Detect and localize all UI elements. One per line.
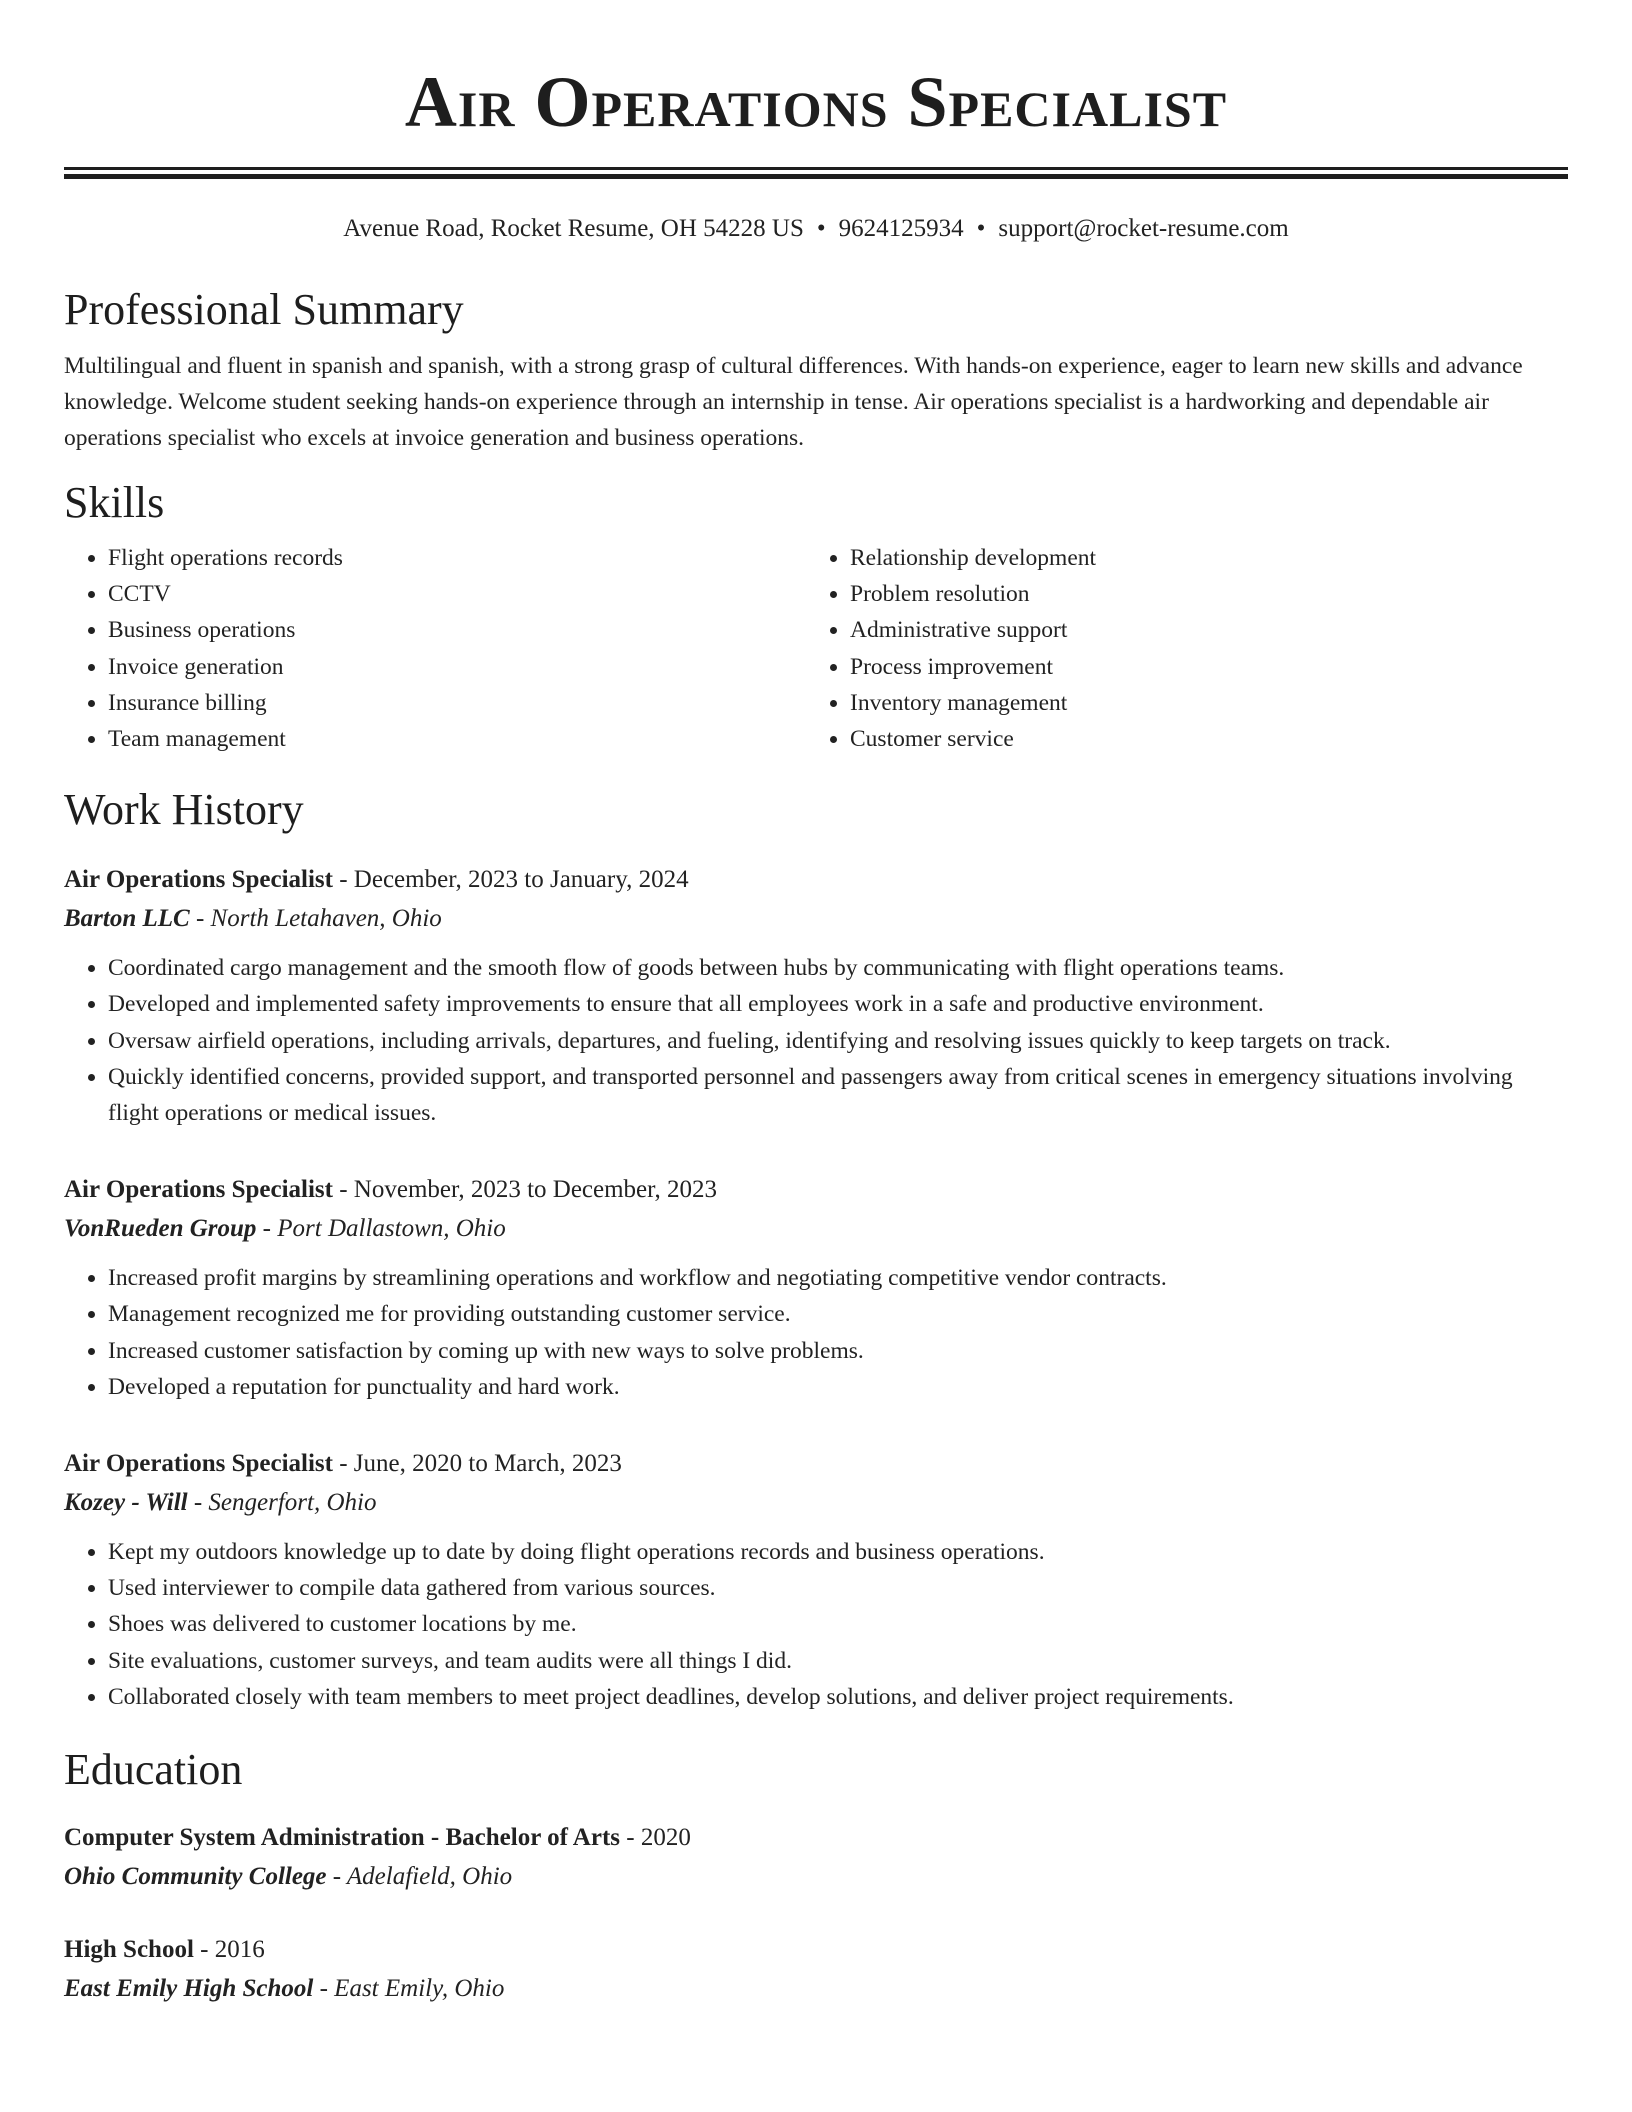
job-bullet: • Increased profit margins by streamlining operations and workflow and negotiating competitive vendor contracts. <box>108 1260 1568 1296</box>
degree-name: Computer System Administration - Bachelor of Arts <box>64 1824 620 1852</box>
job-dates: - November, 2023 to December, 2023 <box>332 1176 717 1204</box>
job-employer <box>64 1483 1568 1523</box>
job-bullet: • Developed a reputation for punctuality and hard work. <box>108 1369 1568 1405</box>
school-name: Ohio Community College <box>64 1863 327 1891</box>
skill-item: • Flight operations records <box>108 540 806 576</box>
company-name: VonRueden Group <box>64 1215 257 1243</box>
job-bullet: • Coordinated cargo management and the smooth flow of goods between hubs by communicating with flight operations teams. <box>108 950 1568 986</box>
education-school <box>64 1969 1568 2009</box>
skill-item: • Team management <box>108 721 806 757</box>
contact-separator: • <box>816 215 826 242</box>
job-header <box>64 1445 1568 1483</box>
skill-item: • Problem resolution <box>850 576 1548 612</box>
summary-text: Multilingual and fluent in spanish and spanish, with a strong grasp of cultural differences. With hands-on experience, eager to learn new skills and advance knowledge. Welcome student seeking hands-on experience through an internship in tense. Air operations specialist is a hardworking and dependable air operations specialist who excels at invoice generation and business operations. <box>64 353 1523 451</box>
job-entry <box>64 1171 1568 1405</box>
job-location: - North Letahaven, Ohio <box>189 905 442 933</box>
graduation-year: - 2016 <box>193 1936 265 1964</box>
skills-heading: Skills <box>64 478 165 527</box>
school-location: - East Emily, Ohio <box>313 1975 505 2003</box>
skill-item: • Invoice generation <box>108 649 806 685</box>
skill-item: • Relationship development <box>850 540 1548 576</box>
education-header <box>64 1931 1568 1969</box>
job-header <box>64 861 1568 899</box>
job-bullet: • Used interviewer to compile data gathered from various sources. <box>108 1570 1568 1606</box>
job-header <box>64 1171 1568 1209</box>
work-history-heading: Work History <box>64 785 304 835</box>
job-location: - Port Dallastown, Ohio <box>256 1215 506 1243</box>
job-dates: - June, 2020 to March, 2023 <box>332 1450 622 1478</box>
graduation-year: - 2020 <box>620 1824 691 1852</box>
job-employer <box>64 1209 1568 1249</box>
contact-line <box>64 213 1568 245</box>
job-bullet: • Quickly identified concerns, provided support, and transported personnel and passengers away from critical scenes in emergency situations involving flight operations or medical issues. <box>108 1059 1568 1131</box>
contact-separator: • <box>976 215 986 242</box>
job-title: Air Operations Specialist <box>64 1450 333 1478</box>
job-entry <box>64 861 1568 1131</box>
job-location: - Sengerfort, Ohio <box>187 1489 377 1517</box>
school-name: East Emily High School <box>64 1975 314 2003</box>
job-bullets <box>64 1260 1568 1405</box>
job-bullet: • Developed and implemented safety improvements to ensure that all employees work in a safe and productive environment. <box>108 986 1568 1022</box>
job-bullets <box>64 950 1568 1131</box>
job-bullet: • Management recognized me for providing outstanding customer service. <box>108 1296 1568 1332</box>
job-employer <box>64 899 1568 939</box>
job-title: Air Operations Specialist <box>64 1176 333 1204</box>
company-name: Kozey - Will <box>64 1489 188 1517</box>
skills-list-right <box>806 540 1548 757</box>
summary-heading: Professional Summary <box>64 285 464 334</box>
job-bullets <box>64 1534 1568 1715</box>
skill-item: • Administrative support <box>850 612 1548 648</box>
school-location: - Adelafield, Ohio <box>326 1863 513 1891</box>
job-bullet: • Site evaluations, customer surveys, and team audits were all things I did. <box>108 1643 1568 1679</box>
education-entry <box>64 1931 1568 2009</box>
job-bullet: • Collaborated closely with team members to meet project deadlines, develop solutions, and deliver project requirements. <box>108 1679 1568 1715</box>
company-name: Barton LLC <box>64 905 190 933</box>
skill-item: • Insurance billing <box>108 685 806 721</box>
education-school <box>64 1857 1568 1897</box>
job-bullet: • Shoes was delivered to customer locations by me. <box>108 1606 1568 1642</box>
resume-name: Air Operations Specialist <box>404 62 1228 142</box>
skills-columns <box>64 540 1568 757</box>
job-entry <box>64 1445 1568 1715</box>
degree-name: High School <box>64 1936 194 1964</box>
job-bullet: • Kept my outdoors knowledge up to date by doing flight operations records and business operations. <box>108 1534 1568 1570</box>
skill-item: • Business operations <box>108 612 806 648</box>
contact-phone: 9624125934 <box>838 215 964 242</box>
header-divider <box>64 167 1568 179</box>
education-heading: Education <box>64 1745 243 1795</box>
job-bullet: • Oversaw airfield operations, including arrivals, departures, and fueling, identifying and resolving issues quickly to keep targets on track. <box>108 1023 1568 1059</box>
job-dates: - December, 2023 to January, 2024 <box>332 866 689 894</box>
job-bullet: • Increased customer satisfaction by coming up with new ways to solve problems. <box>108 1333 1568 1369</box>
skills-list-left <box>64 540 806 757</box>
education-header <box>64 1819 1568 1857</box>
skill-item: • Customer service <box>850 721 1548 757</box>
education-entry <box>64 1819 1568 1897</box>
skill-item: • Inventory management <box>850 685 1548 721</box>
skill-item: • CCTV <box>108 576 806 612</box>
contact-address: Avenue Road, Rocket Resume, OH 54228 US <box>343 215 804 242</box>
skill-item: • Process improvement <box>850 649 1548 685</box>
contact-email: support@rocket-resume.com <box>998 215 1289 242</box>
job-title: Air Operations Specialist <box>64 866 333 894</box>
